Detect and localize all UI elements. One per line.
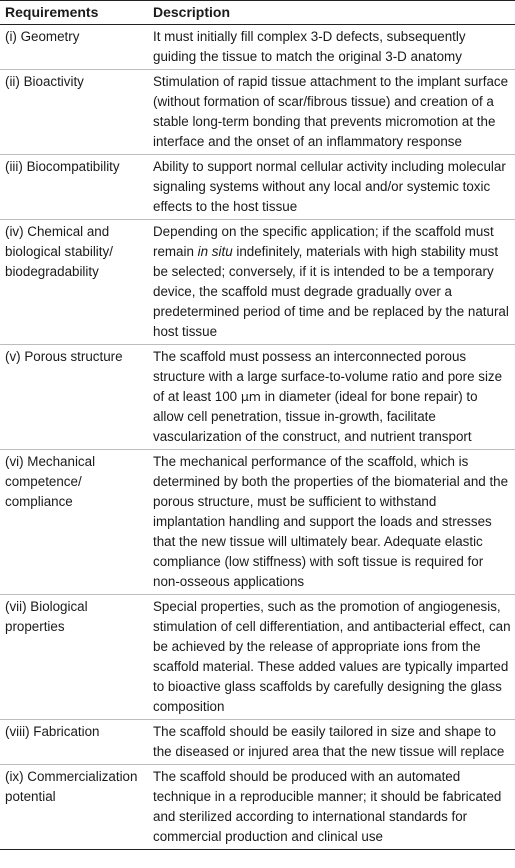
description-cell — [150, 220, 515, 345]
header-requirements: Requirements — [0, 1, 150, 25]
requirement-cell: (vi) Mechanical competence/ compliance — [0, 450, 150, 595]
description-text: The mechanical performance of the scaffold, which is determined by both the properties of the biomaterial and the porous structure, must be sufficient to withstand implantation handling and support the loads and stresses that the new tissue will ultimately bear. Adequate elastic compliance (low stiffness) with soft tissue is required for non-osseous applications — [153, 454, 509, 589]
table-row — [0, 450, 515, 595]
description-cell — [150, 25, 515, 70]
description-cell — [150, 595, 515, 720]
description-text: It must initially fill complex 3-D defects, subsequently guiding the tissue to match the original 3-D anatomy — [153, 29, 466, 64]
table-row — [0, 155, 515, 220]
description-cell — [150, 155, 515, 220]
description-text: μm — [240, 389, 261, 404]
table-row — [0, 720, 515, 765]
table-row — [0, 765, 515, 850]
requirement-cell: (v) Porous structure — [0, 345, 150, 450]
requirement-cell: (ix) Commercialization potential — [0, 765, 150, 850]
table-body — [0, 25, 515, 850]
table-row — [0, 220, 515, 345]
header-description: Description — [150, 1, 515, 25]
description-text: Ability to support normal cellular activity including molecular signaling systems without any local and/or systemic toxic effects to the host tissue — [153, 159, 506, 214]
requirement-cell: (ii) Bioactivity — [0, 70, 150, 155]
description-cell — [150, 720, 515, 765]
requirement-cell: (iv) Chemical and biological stability/ biodegradability — [0, 220, 150, 345]
description-text: Depending on the specific application; if the scaffold must remain — [153, 224, 494, 259]
requirement-cell: (i) Geometry — [0, 25, 150, 70]
description-text: The scaffold should be produced with an automated technique in a reproducible manner; it should be fabricated and sterilized according to international standards for commercial production and clinical use — [153, 769, 502, 844]
requirement-cell: (viii) Fabrication — [0, 720, 150, 765]
description-text: The scaffold must possess an interconnected porous structure with a large surface-to-volume ratio and pore size of at least 100 — [153, 349, 503, 404]
table-row — [0, 70, 515, 155]
description-cell — [150, 765, 515, 850]
requirement-cell: (iii) Biocompatibility — [0, 155, 150, 220]
description-text: in diameter (ideal for bone repair) to allow cell penetration, tissue in-growth, facilitate vascularization of the construct, and nutrient transport — [153, 389, 478, 444]
table-row — [0, 25, 515, 70]
description-text: indefinitely, materials with high stability must be selected; conversely, if it is intended to be a temporary device, the scaffold must degrade gradually over a predetermined period of time and be replaced by the natural host tissue — [153, 244, 509, 339]
italic-text: in situ — [197, 244, 233, 259]
requirement-cell: (vii) Biological properties — [0, 595, 150, 720]
description-cell — [150, 450, 515, 595]
description-cell — [150, 70, 515, 155]
description-text: The scaffold should be easily tailored in size and shape to the diseased or injured area that the new tissue will replace — [153, 724, 505, 759]
description-text: Special properties, such as the promotion of angiogenesis, stimulation of cell differentiation, and antibacterial effect, can be achieved by the release of appropriate ions from the scaffold material. These added values are typically imparted to bioactive glass scaffolds by carefully designing the glass composition — [153, 599, 511, 714]
table-row — [0, 595, 515, 720]
table-header-row — [0, 1, 515, 25]
description-cell — [150, 345, 515, 450]
table-row — [0, 345, 515, 450]
description-text: Stimulation of rapid tissue attachment to the implant surface (without formation of scar/fibrous tissue) and creation of a stable long-term bonding that prevents micromotion at the interface and the onset of an inflammatory response — [153, 74, 509, 149]
